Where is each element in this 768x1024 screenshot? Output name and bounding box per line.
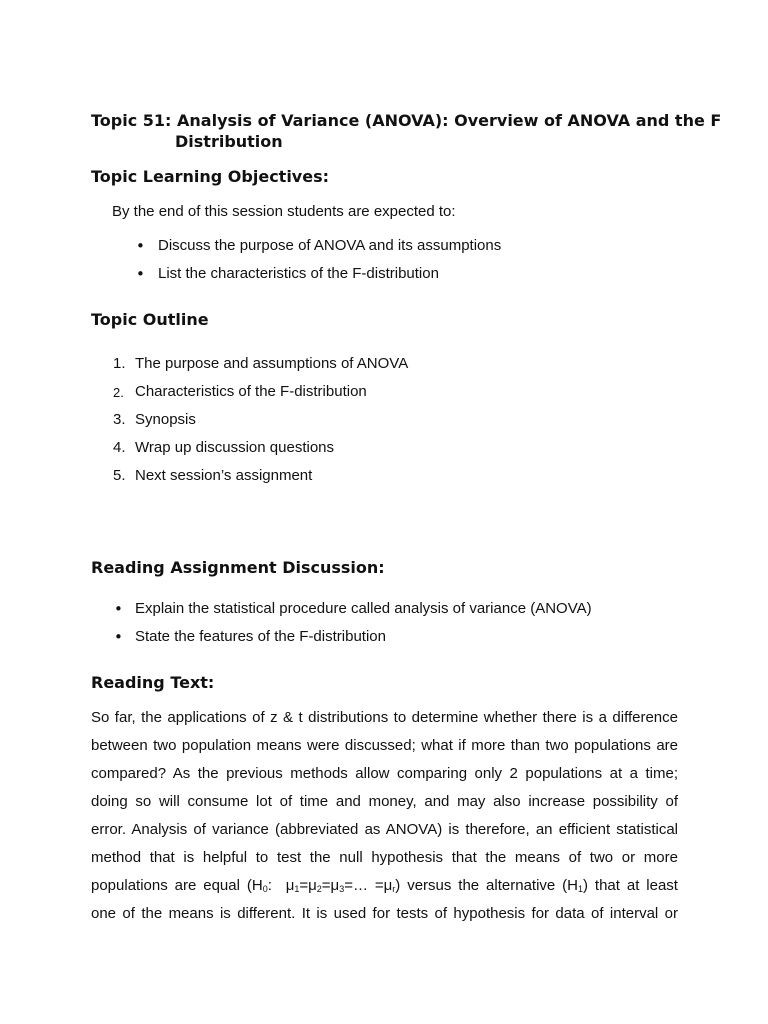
subscript: 1: [578, 884, 584, 894]
reading-text-line: error. Analysis of variance (abbreviated as ANOVA) is therefore, an efficient statistical: [91, 821, 678, 838]
bullet-icon: •: [114, 600, 123, 618]
bullet-icon: •: [136, 237, 145, 255]
outline-item: Characteristics of the F-distribution: [135, 383, 367, 400]
title-text-line1: Analysis of Variance (ANOVA): Overview of ANOVA and the F: [171, 111, 722, 130]
outline-item: The purpose and assumptions of ANOVA: [135, 355, 409, 372]
outline-heading: Topic Outline: [91, 310, 209, 329]
outline-number: 1.: [113, 355, 126, 372]
reading-text-line: one of the means is different. It is used for tests of hypothesis for data of interval or: [91, 905, 678, 922]
reading-text-line: between two population means were discussed; what if more than two populations are: [91, 737, 678, 754]
topic-number: Topic 51:: [91, 111, 172, 130]
outline-item: Wrap up discussion questions: [135, 439, 334, 456]
outline-item: Synopsis: [135, 411, 196, 428]
assignment-item: State the features of the F-distribution: [135, 628, 386, 645]
reading-text-line: So far, the applications of z & t distributions to determine whether there is a difference: [91, 709, 678, 726]
objectives-intro: By the end of this session students are expected to:: [112, 203, 456, 220]
text-fragment: ) that at least: [583, 877, 678, 894]
outline-number: 4.: [113, 439, 126, 456]
subscript: 3: [339, 884, 345, 894]
outline-item: Next session’s assignment: [135, 467, 313, 484]
subscript: 0: [262, 884, 268, 894]
objective-item: Discuss the purpose of ANOVA and its assumptions: [158, 237, 502, 254]
objective-item: List the characteristics of the F-distribution: [158, 265, 439, 282]
text-fragment: =… =μ: [344, 877, 393, 894]
page-title: [91, 110, 721, 131]
reading-text-line-hypothesis: [91, 876, 678, 896]
reading-heading: Reading Text:: [91, 673, 215, 692]
reading-text-line: method that is helpful to test the null hypothesis that the means of two or more: [91, 849, 678, 866]
subscript: 2: [316, 884, 322, 894]
text-fragment: =μ: [299, 877, 317, 894]
subscript: r: [392, 884, 396, 894]
assignment-heading: Reading Assignment Discussion:: [91, 558, 385, 577]
assignment-item: Explain the statistical procedure called analysis of variance (ANOVA): [135, 600, 592, 617]
reading-text-line: compared? As the previous methods allow comparing only 2 populations at a time;: [91, 765, 678, 782]
subscript: 1: [294, 884, 300, 894]
reading-text-line: doing so will consume lot of time and money, and may also increase possibility of: [91, 793, 678, 810]
text-fragment: populations are equal (H: [91, 877, 263, 894]
text-fragment: ) versus the alternative (H: [395, 877, 578, 894]
bullet-icon: •: [114, 628, 123, 646]
outline-number: 2.: [113, 385, 124, 400]
text-fragment: : μ: [267, 877, 295, 894]
title-text-line2: Distribution: [175, 132, 283, 151]
text-fragment: =μ: [321, 877, 340, 894]
bullet-icon: •: [136, 265, 145, 283]
objectives-heading: Topic Learning Objectives:: [91, 167, 330, 186]
outline-number: 3.: [113, 411, 126, 428]
outline-number: 5.: [113, 467, 126, 484]
